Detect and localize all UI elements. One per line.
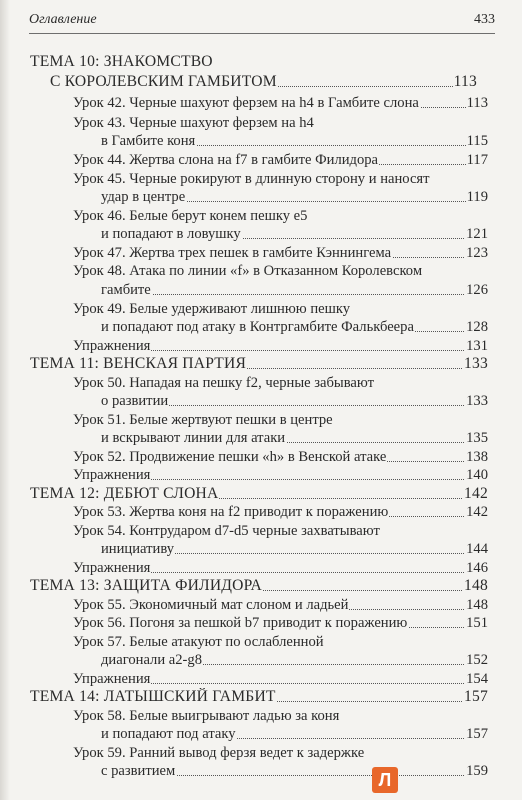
- toc-entry-line: [101, 392, 488, 410]
- toc-entry-line: [101, 281, 488, 299]
- toc-page-number: 113: [453, 73, 477, 90]
- toc-entry-line: [101, 762, 488, 780]
- toc-entry-text: диагонали a2-g8: [101, 652, 203, 668]
- toc-entry-line: [73, 300, 477, 318]
- toc-page-number: 142: [464, 485, 488, 502]
- toc-entry-line: [73, 670, 488, 688]
- toc-entry-text: с развитием: [101, 763, 176, 779]
- toc-page-number: 157: [466, 726, 488, 742]
- toc-page-number: 128: [466, 319, 488, 335]
- toc-entry-text: и попадают под атаку: [101, 726, 236, 742]
- toc-entry-text: Упражнения: [73, 338, 151, 354]
- toc-chapter-line: [30, 485, 488, 503]
- toc-entry-line: [73, 262, 477, 280]
- toc-entry-line: [73, 448, 488, 466]
- toc-entry-text: и вскрывают линии для атаки: [101, 430, 286, 446]
- toc-entry-line: [73, 207, 477, 225]
- toc-page-number: 154: [466, 671, 488, 687]
- toc-entry-line: [73, 337, 488, 355]
- toc-chapter-line: [30, 53, 477, 71]
- toc-chapter-line: [30, 577, 488, 595]
- toc-entry-text: ТЕМА 12: ДЕБЮТ СЛОНА: [30, 485, 219, 502]
- toc-page-number: 123: [466, 245, 488, 261]
- toc-entry-text: Урок 49. Белые удерживают лишнюю пешку: [73, 301, 351, 317]
- toc-entry-text: Урок 59. Ранний вывод ферзя ведет к задержке: [73, 745, 365, 761]
- toc-entry-line: [73, 503, 488, 521]
- toc-entry-text: ТЕМА 10: ЗНАКОМСТВО: [30, 53, 213, 70]
- toc-entry-line: [101, 132, 488, 150]
- toc-page-number: 159: [466, 763, 488, 779]
- header-title: Оглавление: [29, 12, 97, 27]
- toc-page-number: 133: [466, 393, 488, 409]
- toc-page-number: 135: [466, 430, 488, 446]
- toc-entry-line: [101, 651, 488, 669]
- toc-entry-text: инициативу: [101, 541, 175, 557]
- toc-entry-text: Упражнения: [73, 467, 151, 483]
- toc-entry-line: [73, 466, 488, 484]
- toc-entry-text: Урок 47. Жертва трех пешек в гамбите Кэннингема: [73, 245, 392, 261]
- toc-page-number: 119: [466, 189, 488, 205]
- toc-entry-line: [73, 559, 488, 577]
- toc-entry-text: ТЕМА 11: ВЕНСКАЯ ПАРТИЯ: [30, 355, 247, 372]
- toc-page-number: 126: [466, 282, 488, 298]
- toc-entry-text: Урок 58. Белые выигрывают ладью за коня: [73, 708, 340, 724]
- toc-entry-line: [101, 225, 488, 243]
- toc-page-number: 117: [466, 152, 488, 168]
- toc-page-number: 140: [466, 467, 488, 483]
- dot-leader: [101, 294, 488, 295]
- toc-page-number: 151: [466, 615, 488, 631]
- publisher-logo-letter: Л: [378, 770, 392, 790]
- toc-page-number: 152: [466, 652, 488, 668]
- toc-entry-text: ТЕМА 13: ЗАЩИТА ФИЛИДОРА: [30, 577, 262, 594]
- toc-page-number: 133: [464, 355, 488, 372]
- toc-entry-line: [73, 596, 488, 614]
- toc-entry-line: [101, 429, 488, 447]
- toc-entry-line: [101, 540, 488, 558]
- toc-entry-text: Урок 45. Черные рокируют в длинную сторону и наносят: [73, 171, 430, 187]
- toc-entry-text: Урок 53. Жертва коня на f2 приводит к поражению: [73, 504, 389, 520]
- toc-entry-text: Урок 48. Атака по линии «f» в Отказанном Королевском: [73, 263, 423, 279]
- toc-entry-text: и попадают в ловушку: [101, 226, 241, 242]
- toc-chapter-line: [30, 355, 488, 373]
- toc-entry-line: [73, 522, 477, 540]
- toc-entry-text: Урок 50. Нападая на пешку f2, черные забывают: [73, 375, 374, 391]
- toc-page-number: 121: [466, 226, 488, 242]
- toc-entry-line: [73, 114, 477, 132]
- toc-entry-text: гамбите: [101, 282, 151, 298]
- toc-entry-text: Урок 54. Контрударом d7-d5 черные захватывают: [73, 523, 380, 539]
- toc-entry-line: [73, 744, 477, 762]
- toc-entry-text: Упражнения: [73, 560, 151, 576]
- toc-page-number: 157: [464, 688, 488, 705]
- toc-entry-line: [73, 94, 488, 112]
- toc-entry-text: Урок 56. Погоня за пешкой b7 приводит к поражению: [73, 615, 408, 631]
- toc-page-number: 115: [466, 133, 488, 149]
- toc-page-number: 131: [466, 338, 488, 354]
- toc-entry-text: и попадают под атаку в Контргамбите Фалькбеера: [101, 319, 414, 335]
- toc-entry-text: Упражнения: [73, 671, 151, 687]
- toc-entry-text: Урок 57. Белые атакуют по ослабленной: [73, 634, 324, 650]
- toc-entry-text: Урок 52. Продвижение пешки «h» в Венской атаке: [73, 449, 387, 465]
- toc-entry-line: [73, 411, 477, 429]
- publisher-logo: [372, 767, 398, 793]
- toc-entry-line: [73, 614, 488, 632]
- toc-entry-line: [73, 707, 477, 725]
- toc-entry-text: ТЕМА 14: ЛАТЫШСКИЙ ГАМБИТ: [30, 688, 276, 705]
- toc-entry-line: [73, 244, 488, 262]
- toc-chapter-line: [30, 688, 488, 706]
- toc-entry-text: Урок 43. Черные шахуют ферзем на h4: [73, 115, 314, 131]
- toc-entry-text: о развитии: [101, 393, 169, 409]
- toc-page-number: 148: [464, 577, 488, 594]
- toc-entry-line: [101, 188, 488, 206]
- toc-entry-text: удар в центре: [101, 189, 186, 205]
- toc-entry-text: С КОРОЛЕВСКИМ ГАМБИТОМ: [50, 73, 277, 90]
- toc-page-number: 113: [466, 95, 488, 111]
- toc-chapter-line: [50, 73, 477, 91]
- toc-entry-line: [73, 374, 477, 392]
- toc-entry-line: [73, 633, 477, 651]
- toc-entry-text: Урок 44. Жертва слона на f7 в гамбите Филидора: [73, 152, 379, 168]
- toc-entry-text: в Гамбите коня: [101, 133, 196, 149]
- toc-page-number: 138: [466, 449, 488, 465]
- toc-entry-line: [73, 151, 488, 169]
- toc-page-number: 148: [466, 597, 488, 613]
- toc-page-number: 142: [466, 504, 488, 520]
- toc-entry-text: Урок 46. Белые берут конем пешку е5: [73, 208, 308, 224]
- toc-entry-text: Урок 42. Черные шахуют ферзем на h4 в Гамбите слона: [73, 95, 419, 111]
- toc-entry-text: Урок 55. Экономичный мат слоном и ладьей: [73, 597, 349, 613]
- toc-entry-line: [73, 170, 477, 188]
- toc-page-number: 144: [466, 541, 488, 557]
- toc-entry-line: [101, 725, 488, 743]
- toc-entry-text: Урок 51. Белые жертвуют пешки в центре: [73, 412, 333, 428]
- toc-entry-line: [101, 318, 488, 336]
- page-number: 433: [474, 12, 495, 27]
- toc-page-number: 146: [466, 560, 488, 576]
